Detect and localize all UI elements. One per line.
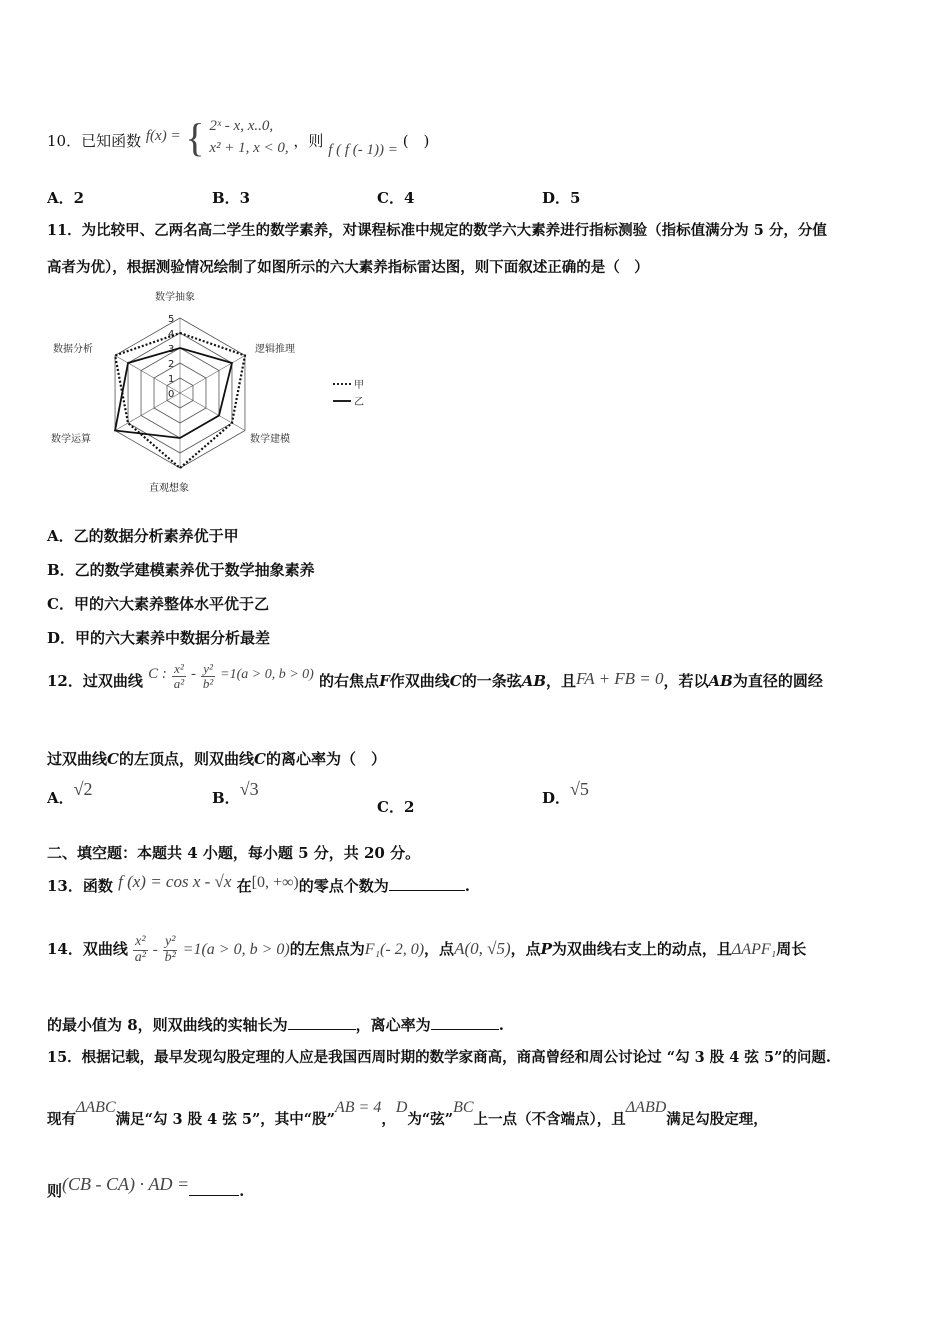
q11-stem-line1: 11．为比较甲、乙两名高二学生的数学素养，对课程标准中规定的数学六大素养进行指标测验（指标值满分为 5 分，分值: [47, 222, 827, 239]
q14-minus: -: [152, 942, 158, 959]
q10-pieces: [209, 116, 288, 160]
q14-lead: 14．双曲线: [47, 940, 128, 959]
q12-option-a[interactable]: [47, 779, 93, 808]
q12-option-b-label: B．: [212, 789, 240, 807]
q12-option-d-label: D．: [542, 789, 571, 807]
q14-stem-line2: [47, 1016, 504, 1034]
q12-option-b-value: √3: [239, 779, 259, 799]
q15-l2-c: ，: [381, 1111, 396, 1128]
q12-cond: =1(a > 0, b > 0): [220, 667, 314, 683]
q14-frac2-num: y²: [165, 934, 176, 949]
radar-axis-label: 数据分析: [53, 344, 93, 355]
q11-option-d[interactable]: D．甲的六大素养中数据分析最差: [47, 629, 271, 647]
q10-stem: [47, 115, 430, 166]
q10-paren: ( ): [402, 132, 430, 150]
q14-frac1: [133, 935, 147, 965]
q10-option-c[interactable]: C．4: [377, 189, 415, 207]
q12-text-d: ，且: [546, 672, 577, 691]
q12-stem-line1: [47, 661, 823, 696]
q13-lead: 13．函数: [47, 877, 113, 895]
q14-text-d: 为双曲线右支上的动点，且: [551, 940, 732, 959]
q15-tri1: ΔABC: [76, 1099, 116, 1116]
q10-option-d[interactable]: D．5: [542, 189, 581, 207]
q15-ab: AB = 4: [334, 1099, 382, 1116]
radar-axis-label: 数学抽象: [155, 292, 195, 303]
radar-chart: [45, 288, 385, 498]
radar-tick-label: 2: [168, 359, 175, 370]
q10-option-a[interactable]: A．2: [47, 189, 85, 207]
q10-brace: {: [185, 115, 205, 160]
radar-axis-label: 逻辑推理: [255, 344, 295, 355]
q12-C: C: [449, 672, 462, 691]
q14-line2-b: ，离心率为: [355, 1016, 431, 1034]
q15-l3-a: 则: [47, 1182, 63, 1200]
q12-frac2-num: y²: [203, 661, 213, 676]
q12-AB2: AB: [708, 672, 733, 691]
q14-text-e: 周长: [776, 940, 807, 959]
q12-c-label: C :: [148, 666, 167, 683]
q12-minus: -: [191, 666, 196, 683]
radar-tick-label: 5: [168, 314, 175, 325]
q15-l2-f: 满足勾股定理，: [666, 1111, 768, 1128]
legend-label-jia: 甲: [354, 380, 364, 391]
q15-bc: BC: [453, 1099, 474, 1116]
q14-answer-blank-1[interactable]: [288, 1017, 356, 1030]
q15-d: D: [395, 1099, 408, 1116]
legend-label-yi: 乙: [354, 397, 364, 408]
q13-interval: [0, +∞): [251, 874, 299, 891]
radar-tick-label: 1: [168, 374, 175, 385]
q13-mid: 在: [236, 877, 252, 895]
q12-F: F: [379, 672, 390, 691]
q12-text-a: 的右焦点: [319, 672, 380, 691]
q14-A: A(0, √5): [454, 939, 511, 959]
q12-option-a-value: √2: [73, 779, 93, 799]
q15-l2-a: 现有: [47, 1111, 76, 1128]
legend: [333, 379, 364, 408]
q14-frac1-den: a²: [134, 949, 146, 965]
q14-cond: =1(a > 0, b > 0): [182, 941, 290, 959]
q12-vec: FA + FB = 0: [576, 669, 664, 689]
q12-lead: 12．过双曲线: [47, 672, 143, 691]
q14-frac2-den: b²: [164, 949, 176, 965]
q12-AB: AB: [521, 672, 547, 691]
q14-tri: ΔAPF₁: [731, 941, 777, 959]
q12-option-b[interactable]: [212, 779, 259, 808]
q14-frac2: [163, 935, 177, 965]
q10-piece2: x² + 1, x < 0,: [209, 140, 289, 156]
q15-expr: (CB - CA) · AD =: [62, 1174, 190, 1194]
section2-heading: 二、填空题：本题共 4 小题，每小题 5 分，共 20 分。: [47, 844, 421, 862]
q12-option-d-value: √5: [570, 779, 589, 799]
q14-answer-blank-2[interactable]: [431, 1017, 499, 1030]
q12-text-e: ，若以: [663, 672, 709, 691]
q12-option-c[interactable]: C．2: [377, 798, 415, 816]
q12-frac1-num: x²: [174, 661, 184, 676]
q11-option-b[interactable]: B．乙的数学建模素养优于数学抽象素养: [47, 561, 315, 579]
q12-option-d[interactable]: [542, 779, 589, 808]
q15-l3-end: .: [239, 1182, 245, 1200]
q10-lead: 10．已知函数: [47, 132, 142, 150]
q14-line2-a: 的最小值为 8，则双曲线的实轴长为: [47, 1016, 288, 1034]
q14-frac1-num: x²: [135, 934, 146, 949]
q13-answer-blank[interactable]: [389, 878, 465, 891]
radar-axis-label: 数学建模: [250, 434, 290, 445]
radar-tick-label: 3: [168, 344, 175, 355]
q15-stem-line2: [47, 1099, 768, 1129]
q14-F1: F₁(- 2, 0): [364, 941, 425, 959]
q12-stem-line2: [47, 750, 386, 768]
q15-stem-line1: 15．根据记载，最早发现勾股定理的人应是我国西周时期的数学家商高，商高曾经和周公讨论过 “勾 3 股 4 弦 5”的问题.: [47, 1049, 831, 1066]
q14-line2-end: .: [498, 1016, 504, 1034]
q12-frac2-den: b²: [202, 675, 214, 691]
q15-answer-blank[interactable]: [189, 1183, 239, 1196]
q12-frac1: [172, 662, 186, 690]
q10-option-b[interactable]: B．3: [212, 189, 251, 207]
q14-text-b: ，点: [424, 940, 455, 959]
q10-func-name: f(x) =: [145, 128, 181, 144]
q14-text-a: 的左焦点为: [289, 940, 365, 959]
q13-end: .: [464, 877, 471, 895]
q15-stem-line3: [47, 1174, 245, 1202]
q12-line2-C: C: [107, 750, 119, 768]
q15-l2-b: 满足“勾 3 股 4 弦 5”，其中“股”: [115, 1111, 335, 1128]
radar-tick-label: 4: [168, 329, 175, 340]
q12-line2-C2: C: [253, 750, 266, 768]
q10-expr: f ( f (- 1)) =: [328, 142, 398, 158]
q12-frac1-den: a²: [173, 675, 185, 691]
q15-l2-e: 上一点（不含端点），且: [473, 1111, 626, 1128]
radar-tick-label: 0: [168, 389, 175, 400]
q11-option-c[interactable]: C．甲的六大素养整体水平优于乙: [47, 595, 269, 613]
q12-frac2: [201, 662, 215, 690]
q14-stem-line1: [47, 935, 806, 965]
q12-line2-c: 的离心率为（ ）: [265, 750, 386, 768]
q12-option-a-label: A．: [47, 789, 74, 807]
q12-text-c: 的一条弦: [461, 672, 522, 691]
q15-l2-d: 为“弦”: [407, 1111, 454, 1128]
q12-text-b: 作双曲线: [389, 672, 450, 691]
q15-tri2: ΔABD: [625, 1099, 667, 1116]
q13-tail: 的零点个数为: [298, 877, 389, 895]
q14-P: P: [540, 940, 552, 959]
q13-stem: [47, 872, 471, 896]
q12-line2-a: 过双曲线: [47, 750, 108, 768]
q11-stem-line2: 高者为优），根据测验情况绘制了如图所示的六大素养指标雷达图，则下面叙述正确的是（ ）: [47, 259, 649, 276]
radar-axis-label: 数学运算: [51, 434, 91, 445]
radar-axis-label: 直观想象: [149, 483, 189, 494]
q12-text-f: 为直径的圆经: [732, 672, 823, 691]
radar-spoke-1: [180, 356, 245, 394]
q14-text-c: ，点: [510, 940, 541, 959]
q10-piece1: 2ˣ - x, x..0,: [209, 118, 274, 135]
q10-mid: ，则: [293, 132, 324, 150]
q11-option-a[interactable]: A．乙的数据分析素养优于甲: [47, 527, 239, 545]
q13-func: f (x) = cos x - √x: [118, 872, 232, 891]
q12-line2-b: 的左顶点，则双曲线: [118, 750, 254, 768]
